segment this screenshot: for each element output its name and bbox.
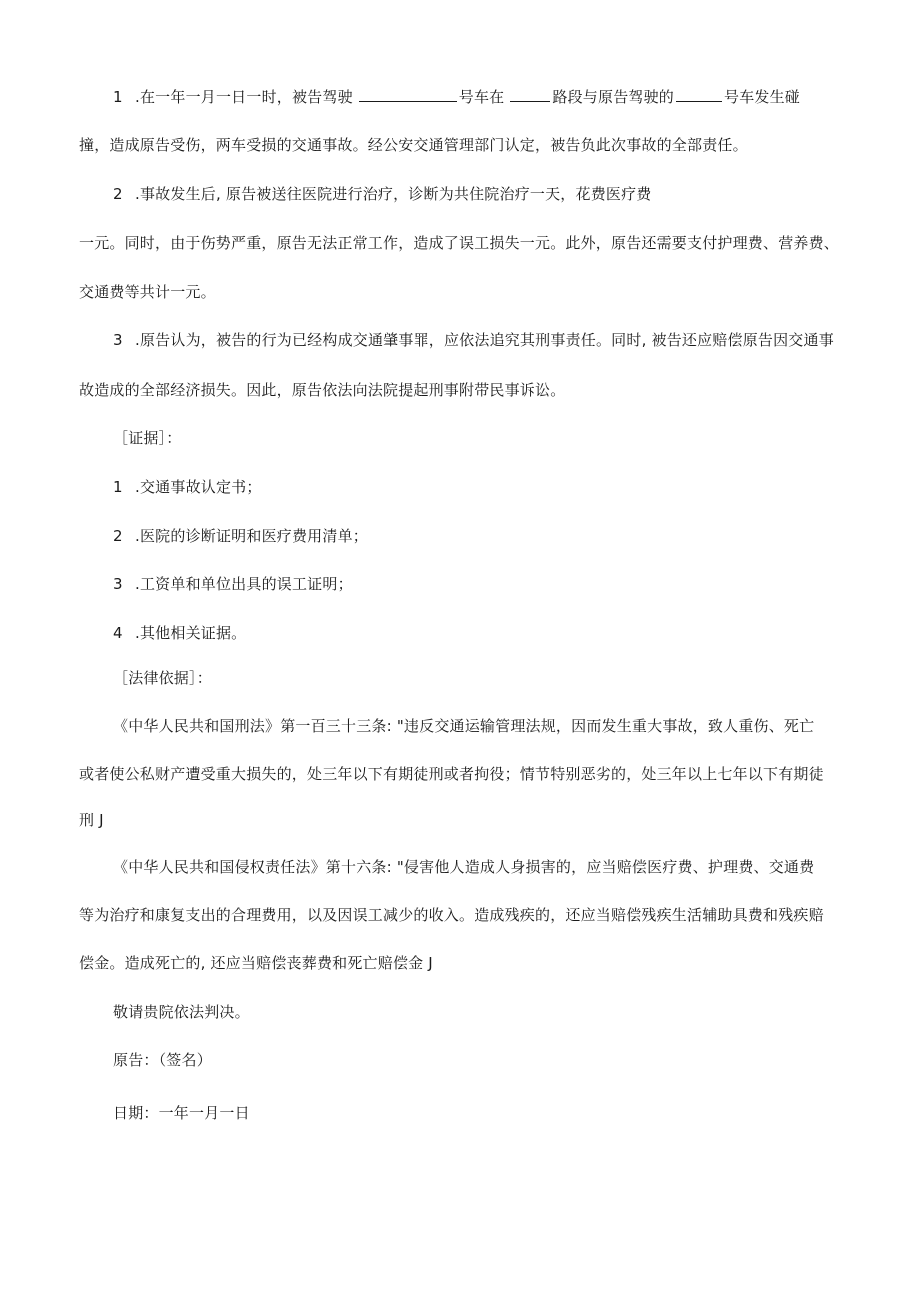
evidence-heading: ［证据］：	[113, 429, 182, 447]
item-2-line-2: 一元。同时，由于伤势严重，原告无法正常工作，造成了误工损失一元。此外，原告还需要支付护理费、营养费、	[79, 234, 840, 252]
tort-law-line-2: 等为治疗和康复支出的合理费用，以及因误工减少的收入。造成残疾的，还应当赔偿残疾生活辅助具费和残疾赔	[79, 906, 824, 924]
item-3-line-2: 故造成的全部经济损失。因此，原告依法向法院提起刑事附带民事诉讼。	[79, 381, 566, 399]
item-text: .事故发生后, 原告被送往医院进行治疗，诊断为共住院治疗一天，花费医疗费	[135, 185, 652, 203]
item-number: 2	[113, 185, 123, 203]
evidence-number: 4	[113, 624, 123, 642]
filing-date: 日期：一年一月一日	[113, 1104, 250, 1122]
closing-request: 敬请贵院依法判决。	[113, 1003, 250, 1021]
blank-road-section	[510, 87, 550, 102]
blank-plaintiff-plate	[676, 87, 722, 102]
item-3-line-1	[113, 330, 834, 350]
evidence-number: 1	[113, 478, 123, 496]
blank-plate-number	[359, 87, 457, 102]
tort-law-line-3: 偿金。造成死亡的, 还应当赔偿丧葬费和死亡赔偿金 J	[79, 954, 433, 972]
item-number: 1	[113, 88, 123, 106]
evidence-item-2	[113, 526, 368, 546]
plaintiff-signature: 原告：（签名）	[113, 1051, 212, 1069]
item-text: 号车发生碰	[724, 88, 801, 106]
item-text: .在一年一月一日一时，被告驾驶	[135, 88, 353, 106]
evidence-item-1	[113, 477, 262, 497]
evidence-text: .其他相关证据。	[135, 624, 247, 642]
evidence-item-4	[113, 623, 246, 643]
item-number: 3	[113, 331, 123, 349]
item-text: 路段与原告驾驶的	[552, 88, 674, 106]
evidence-item-3	[113, 574, 353, 594]
item-text: .原告认为，被告的行为已经构成交通肇事罪，应依法追究其刑事责任。同时, 被告还应赔偿原告因交通事	[135, 331, 834, 349]
evidence-text: .交通事故认定书；	[135, 478, 262, 496]
tort-law-line-1: 《中华人民共和国侵权责任法》第十六条: "侵害他人造成人身损害的，应当赔偿医疗费、护理费、交通费	[113, 858, 815, 876]
evidence-number: 2	[113, 527, 123, 545]
item-2-line-3: 交通费等共计一元。	[79, 283, 216, 301]
evidence-text: .工资单和单位出具的误工证明；	[135, 575, 353, 593]
item-1-line-2: 撞，造成原告受伤，两车受损的交通事故。经公安交通管理部门认定，被告负此次事故的全部责任。	[79, 136, 748, 154]
item-2-line-1	[113, 184, 652, 204]
legal-heading: ［法律依据］：	[113, 669, 212, 687]
item-1-line-1	[113, 87, 800, 107]
criminal-law-line-2: 或者使公私财产遭受重大损失的，处三年以下有期徒刑或者拘役；情节特别恶劣的，处三年以上七年以下有期徒	[79, 765, 824, 783]
criminal-law-line-3: 刑 J	[79, 811, 104, 829]
evidence-number: 3	[113, 575, 123, 593]
item-text: 号车在	[458, 88, 505, 106]
evidence-text: .医院的诊断证明和医疗费用清单；	[135, 527, 368, 545]
criminal-law-line-1: 《中华人民共和国刑法》第一百三十三条: "违反交通运输管理法规，因而发生重大事故，致人重伤、死亡	[113, 717, 815, 735]
